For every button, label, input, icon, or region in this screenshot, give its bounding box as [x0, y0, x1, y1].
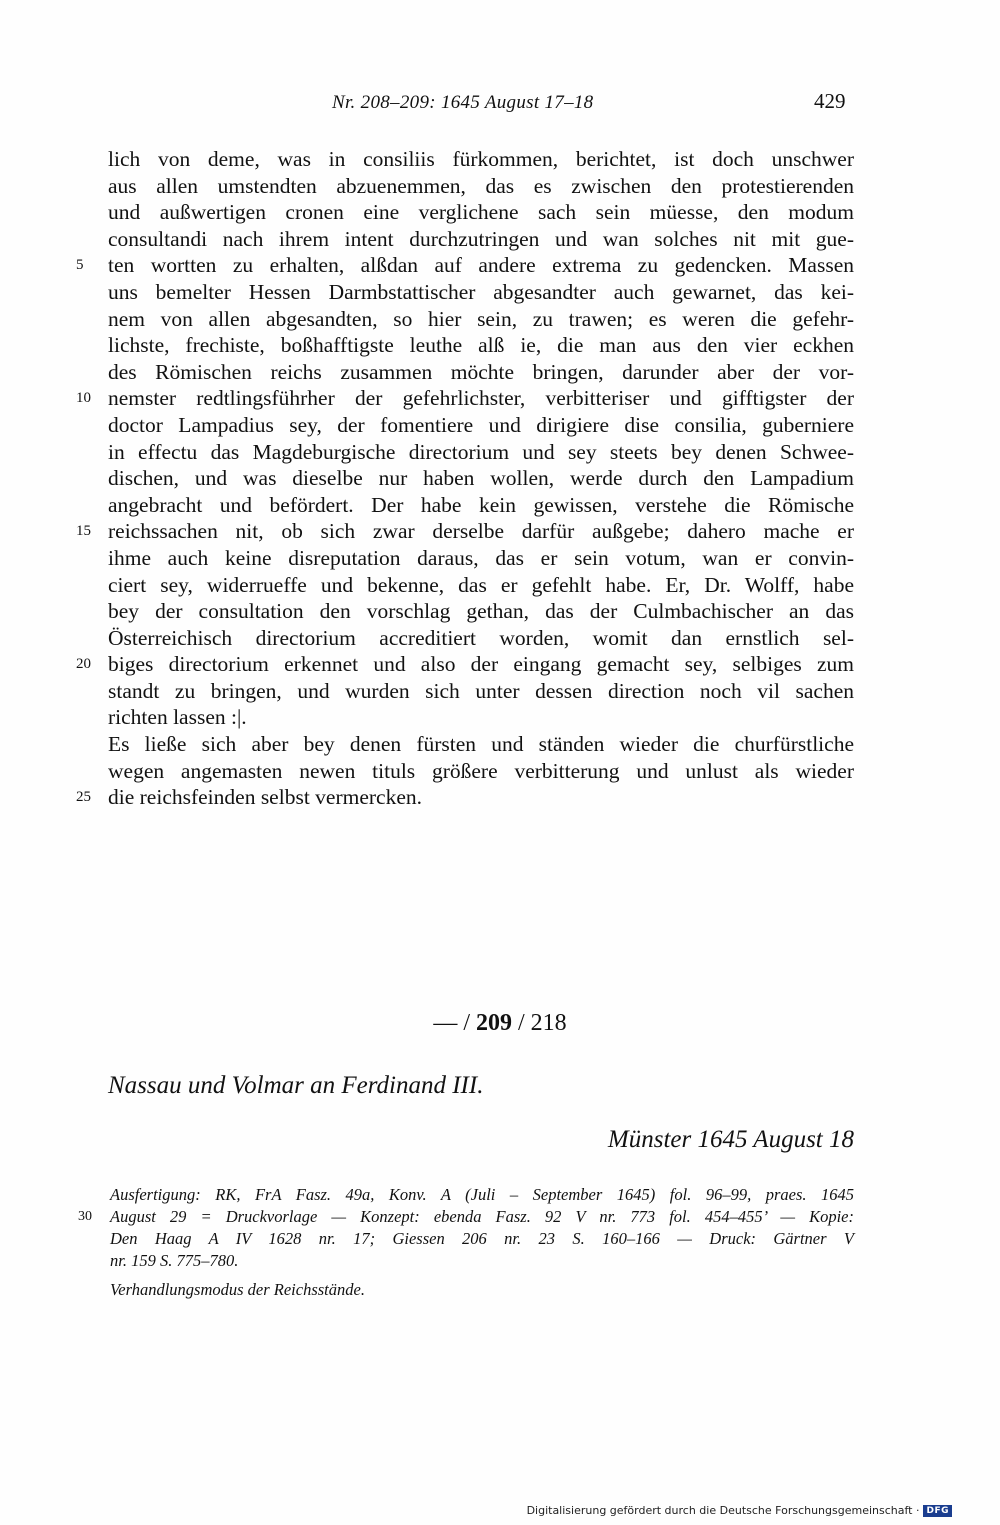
document-number	[0, 1010, 1000, 1037]
text-line	[76, 784, 854, 811]
page-number: 429	[814, 89, 846, 113]
line-number: 10	[76, 390, 91, 407]
text-line-content: lich von deme, was in consiliis fürkommen, berichtet, ist doch unschwer	[108, 147, 854, 171]
text-line-content: wegen angemasten newen tituls größere verbitterung und unlust als wieder	[108, 758, 854, 783]
text-line	[76, 651, 854, 678]
text-line	[108, 678, 854, 705]
line-number: 20	[76, 656, 91, 673]
text-line	[108, 465, 854, 492]
text-line-content: doctor Lampadius sey, der fomentiere und dirigiere dise consilia, guberniere	[108, 412, 854, 437]
text-line-content: ihme auch keine disreputation daraus, das er sein votum, wan er convin-	[108, 545, 854, 570]
text-line	[108, 412, 854, 439]
document-number-prefix: — /	[433, 1010, 470, 1036]
text-line	[76, 252, 854, 279]
text-line	[108, 625, 854, 652]
text-line	[108, 758, 854, 785]
text-line-content: ten wortten zu erhalten, alßdan auf andere extrema zu gedencken. Massen	[108, 253, 854, 278]
apparatus-line: Den Haag A IV 1628 nr. 17; Giessen 206 nr. 23 S. 160–166 — Druck: Gärtner V	[110, 1229, 854, 1248]
text-line-content: die reichsfeinden selbst vermercken.	[108, 785, 423, 810]
document-place-date: Münster 1645 August 18	[607, 1126, 854, 1153]
text-line	[108, 704, 854, 731]
apparatus-line	[78, 1206, 854, 1228]
text-line-content: angebracht und befördert. Der habe kein gewissen, verstehe die Römische	[108, 492, 854, 517]
apparatus-line-text: August 29 = Druckvorlage — Konzept: ebenda Fasz. 92 V nr. 773 fol. 454–455’ — Kopie:	[110, 1207, 854, 1226]
text-line-content: consultandi nach ihrem intent durchzutringen und wan solches nit mit gue-	[108, 226, 854, 251]
text-line-content: dischen, und was dieselbe nur haben wollen, werde durch den Lampadium	[108, 466, 854, 491]
document-number-alt: 218	[530, 1010, 567, 1036]
line-number: 30	[78, 1209, 92, 1224]
text-line	[108, 226, 854, 253]
text-line-content: nemster redtlingsführher der gefehrlichster, verbitteriser und gifftigster der	[108, 386, 854, 411]
text-line	[108, 173, 854, 200]
text-line-content: des Römischen reichs zusammen möchte bringen, darunder aber der vor-	[108, 359, 854, 384]
text-line-content: bey der consultation den vorschlag gethan, das der Culmbachischer an das	[108, 599, 854, 624]
apparatus-line: nr. 159 S. 775–780.	[110, 1251, 239, 1270]
document-title: Nassau und Volmar an Ferdinand III.	[108, 1072, 484, 1099]
text-line-content: aus allen umstendten abzuenemmen, das es zwischen den protestierenden	[108, 173, 854, 198]
regest: Verhandlungsmodus der Reichsstände.	[110, 1280, 365, 1299]
text-line	[108, 332, 854, 359]
dfg-logo-icon: DFG	[923, 1505, 952, 1517]
text-line	[108, 545, 854, 572]
text-line	[108, 731, 854, 758]
text-line	[108, 359, 854, 386]
text-line	[108, 306, 854, 333]
text-line-content: nem von allen abgesandten, so hier sein, zu trawen; es weren die gefehr-	[108, 306, 854, 331]
text-line-content: Es ließe sich aber bey denen fürsten und ständen wieder die churfürstliche	[108, 732, 854, 757]
main-text	[76, 146, 854, 811]
line-number: 25	[76, 789, 91, 806]
text-line-content: uns bemelter Hessen Darmbstattischer abgesandter auch gewarnet, das kei-	[108, 279, 854, 304]
document-number-current: 209	[476, 1010, 512, 1036]
text-line	[108, 439, 854, 466]
text-line-content: standt zu bringen, und wurden sich unter dessen direction noch vil sachen	[108, 678, 854, 703]
text-line	[108, 146, 854, 173]
footer-text: Digitalisierung gefördert durch die Deutsche Forschungsgemeinschaft ·	[526, 1504, 920, 1517]
text-line	[108, 598, 854, 625]
text-line-content: reichssachen nit, ob sich zwar derselbe darfür außgebe; dahero mache er	[108, 519, 854, 544]
text-line	[108, 572, 854, 599]
source-apparatus	[78, 1184, 854, 1272]
running-title: Nr. 208–209: 1645 August 17–18	[332, 92, 594, 113]
text-line	[108, 199, 854, 226]
text-line-content: Österreichisch directorium accreditiert worden, womit dan ernstlich sel-	[108, 625, 854, 650]
text-line-content: richten lassen :|.	[108, 705, 247, 730]
text-line-content: lichste, frechiste, boßhafftigste leuthe alß ie, die man aus den vier eckhen	[108, 333, 854, 358]
line-number: 5	[76, 257, 84, 274]
line-number: 15	[76, 523, 91, 540]
apparatus-line: Ausfertigung: RK, FrA Fasz. 49a, Konv. A (Juli – September 1645) fol. 96–99, praes. 1645	[110, 1185, 854, 1204]
text-line-content: ciert sey, widerrueffe und bekenne, das er gefehlt habe. Er, Dr. Wolff, habe	[108, 572, 854, 597]
text-line-content: und außwertigen cronen eine verglichene sach sein müesse, den modum	[108, 200, 854, 225]
text-line-content: in effectu das Magdeburgische directorium und sey steets bey denen Schwee-	[108, 439, 854, 464]
text-line	[108, 279, 854, 306]
text-line	[76, 385, 854, 412]
document-number-separator: /	[518, 1010, 525, 1036]
footer	[527, 1504, 952, 1517]
text-line-content: biges directorium erkennet und also der eingang gemacht sey, selbiges zum	[108, 652, 854, 677]
text-line	[108, 492, 854, 519]
text-line	[76, 518, 854, 545]
